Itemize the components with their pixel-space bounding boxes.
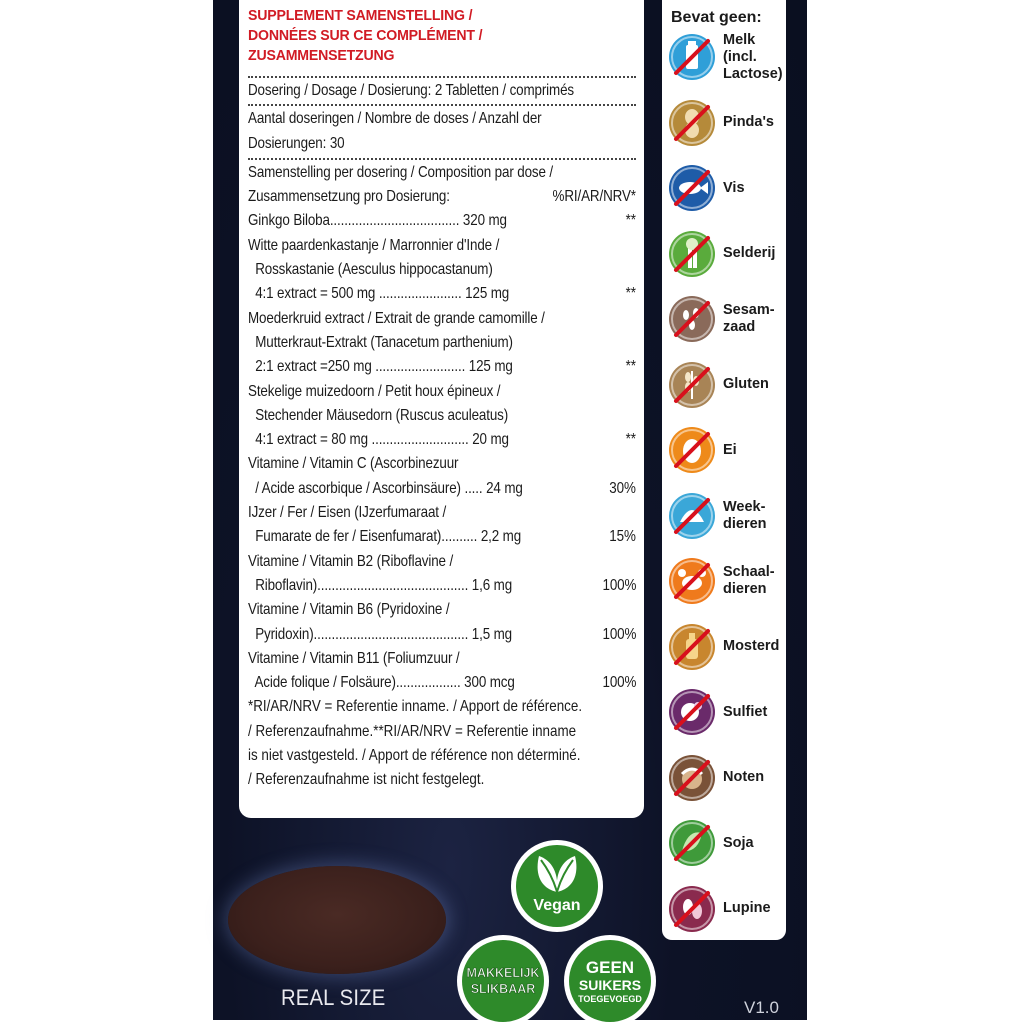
composition-subheading — [248, 185, 644, 209]
ingredient-row — [248, 623, 644, 647]
allergen-item — [668, 688, 786, 736]
ingredient-text: Rosskastanie (Aesculus hippocastanum) — [248, 261, 493, 279]
ingredient-nrv: 15% — [609, 528, 636, 546]
real-size-label: REAL SIZE — [281, 985, 386, 1010]
ingredient-nrv: 30% — [609, 479, 636, 497]
mollusc-icon — [668, 492, 716, 540]
ingredient-row — [248, 598, 644, 622]
allergen-label: Lupine — [723, 900, 771, 916]
allergen-label: Sulfiet — [723, 703, 768, 720]
peanut-icon — [668, 99, 716, 147]
ingredient-text: Vitamine / Vitamin B6 (Pyridoxine / — [248, 601, 450, 619]
ingredient-list — [248, 209, 644, 695]
ingredient-row — [248, 428, 644, 452]
allergen-label: Gluten — [723, 376, 769, 392]
easy-swallow-badge — [455, 933, 551, 1029]
allergen-item — [668, 623, 786, 671]
ingredient-row — [248, 307, 644, 331]
celery-icon — [668, 230, 716, 278]
ingredient-row — [248, 525, 644, 549]
lupine-icon — [668, 885, 716, 933]
ingredient-row — [248, 550, 644, 574]
ingredient-text: Fumarate de fer / Eisenfumarat).......... 2,2 mg — [248, 528, 522, 546]
allergen-item — [668, 99, 786, 147]
allergen-item — [668, 819, 786, 867]
footnote-line: / Referenzaufnahme.**RI/AR/NRV = Referentie inname — [248, 722, 577, 740]
allergen-label: Pinda's — [723, 114, 774, 130]
ingredient-text: Stekelige muizedoorn / Petit houx épineux / — [248, 382, 501, 400]
allergen-panel — [662, 0, 786, 940]
dotted-divider — [248, 76, 636, 78]
ingredient-row — [248, 452, 644, 476]
easy-line2: SLIKBAAR — [470, 982, 536, 996]
ingredient-row — [248, 477, 644, 501]
allergen-label: Soja — [723, 834, 754, 851]
gluten-icon — [668, 361, 716, 409]
ingredient-row — [248, 331, 644, 355]
ingredient-nrv: 100% — [602, 625, 636, 643]
allergen-item — [668, 33, 786, 81]
allergen-label: Schaal- dieren — [723, 564, 775, 597]
ingredient-text: Witte paardenkastanje / Marronnier d'Inde / — [248, 236, 500, 254]
allergen-item — [668, 295, 786, 343]
ingredient-text: Stechender Mäusedorn (Ruscus aculeatus) — [248, 406, 509, 424]
egg-icon — [668, 426, 716, 474]
allergen-item — [668, 230, 786, 278]
ingredient-text: Vitamine / Vitamin C (Ascorbinezuur — [248, 455, 459, 473]
allergen-item — [668, 361, 786, 409]
ingredient-nrv: 100% — [602, 576, 636, 594]
dose-count-line: Aantal doseringen / Nombre de doses / Anzahl der — [248, 110, 542, 128]
crustacean-icon — [668, 557, 716, 605]
ingredient-text: Mutterkraut-Extrakt (Tanacetum parthenium) — [248, 333, 513, 351]
ingredient-text: Vitamine / Vitamin B11 (Foliumzuur / — [248, 649, 460, 667]
supplement-title — [248, 6, 644, 66]
easy-line1: MAKKELIJK — [466, 966, 540, 980]
ingredient-row — [248, 355, 644, 379]
allergen-item — [668, 164, 786, 212]
ingredient-row — [248, 671, 644, 695]
supplement-facts-label — [239, 0, 644, 818]
allergen-label: Vis — [723, 179, 745, 196]
allergen-label: Ei — [723, 441, 737, 458]
sugar-line3: TOEGEVOEGD — [578, 994, 642, 1004]
dotted-divider — [248, 158, 636, 160]
ingredient-row — [248, 380, 644, 404]
tablet-image — [228, 866, 446, 974]
soy-icon — [668, 819, 716, 867]
vegan-text: Vegan — [533, 897, 581, 914]
ingredient-row — [248, 282, 644, 306]
allergen-item — [668, 754, 786, 802]
ingredient-text: IJzer / Fer / Eisen (IJzerfumaraat / — [248, 504, 447, 522]
composition-heading: Samenstelling per dosering / Composition par dose / — [248, 163, 554, 181]
composition-heading-text: Zusammensetzung pro Dosierung: — [248, 188, 450, 206]
ingredient-row — [248, 209, 644, 233]
nut-icon — [668, 754, 716, 802]
footnote — [248, 695, 644, 792]
title-line: SUPPLEMENT SAMENSTELLING / — [248, 7, 473, 24]
allergen-label: Sesam- zaad — [723, 302, 775, 335]
allergen-item — [668, 557, 786, 605]
dosage-text: Dosering / Dosage / Dosierung: 2 Tabletten / comprimés — [248, 82, 574, 99]
fish-icon — [668, 164, 716, 212]
no-added-sugar-badge — [562, 933, 658, 1029]
sulphite-icon — [668, 688, 716, 736]
ingredient-nrv: ** — [625, 431, 636, 449]
ingredient-text: / Acide ascorbique / Ascorbinsäure) ..... 24 mg — [248, 479, 523, 497]
vegan-badge — [509, 838, 605, 934]
allergen-item — [668, 885, 786, 933]
version-label: V1.0 — [744, 998, 779, 1017]
ingredient-text: Vitamine / Vitamin B2 (Riboflavine / — [248, 552, 454, 570]
allergen-item — [668, 492, 786, 540]
ingredient-text: 2:1 extract =250 mg ......................... 125 mg — [248, 358, 513, 376]
ingredient-text: 4:1 extract = 80 mg ........................... 20 mg — [248, 431, 509, 449]
allergen-label: Melk (incl. Lactose) — [723, 31, 783, 82]
title-line: ZUSAMMENSETZUNG — [248, 47, 395, 64]
ingredient-text: Moederkruid extract / Extrait de grande camomille / — [248, 309, 545, 327]
ingredient-row — [248, 647, 644, 671]
allergen-label: Mosterd — [723, 638, 780, 654]
ingredient-row — [248, 574, 644, 598]
allergen-title: Bevat geen: — [671, 9, 762, 26]
title-line: DONNÉES SUR CE COMPLÉMENT / — [248, 27, 483, 44]
ingredient-text: Pyridoxin)........................................... 1,5 mg — [248, 625, 513, 643]
ingredient-row — [248, 234, 644, 258]
sesame-icon — [668, 295, 716, 343]
dose-count-line: Dosierungen: 30 — [248, 134, 345, 152]
footnote-line: *RI/AR/NRV = Referentie inname. / Apport de référence. — [248, 698, 583, 716]
ingredient-nrv: ** — [625, 358, 636, 376]
ingredient-text: Acide folique / Folsäure).................. 300 mcg — [248, 674, 515, 692]
dotted-divider — [248, 104, 636, 106]
ingredient-nrv: ** — [625, 212, 636, 230]
ingredient-text: Ginkgo Biloba.................................... 320 mg — [248, 212, 507, 230]
footnote-line: / Referenzaufnahme ist nicht festgelegt. — [248, 771, 485, 789]
ingredient-row — [248, 258, 644, 282]
milk-icon — [668, 33, 716, 81]
allergen-label: Week- dieren — [723, 498, 767, 532]
ingredient-text: Riboflavin).......................................... 1,6 mg — [248, 576, 513, 594]
mustard-icon — [668, 623, 716, 671]
ingredient-nrv: ** — [625, 285, 636, 303]
ingredient-row — [248, 404, 644, 428]
sugar-line2: SUIKERS — [578, 977, 642, 993]
allergen-label: Noten — [723, 769, 765, 785]
nrv-heading: %RI/AR/NRV* — [552, 188, 636, 206]
ingredient-nrv: 100% — [602, 674, 636, 692]
footnote-line: is niet vastgesteld. / Apport de référence non déterminé. — [248, 747, 581, 765]
ingredient-row — [248, 501, 644, 525]
allergen-label: Selderij — [723, 245, 776, 261]
sugar-line1: GEEN — [585, 958, 635, 977]
allergen-item — [668, 426, 786, 474]
ingredient-text: 4:1 extract = 500 mg ....................... 125 mg — [248, 285, 510, 303]
